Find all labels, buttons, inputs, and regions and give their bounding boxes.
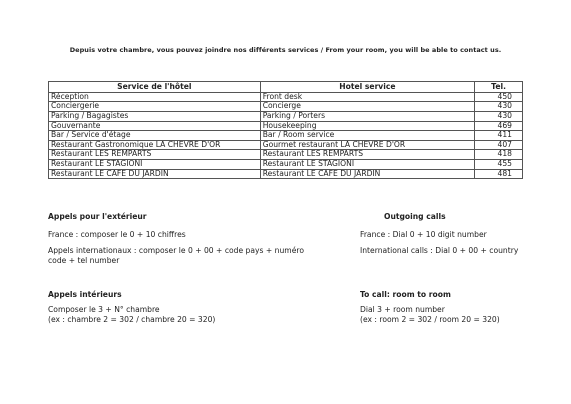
services-table <box>48 81 523 179</box>
outgoing-france-fr: France : composer le 0 + 10 chiffres <box>48 230 186 239</box>
internal-en-line2: (ex : room 2 = 302 / room 20 = 320) <box>360 315 500 324</box>
outgoing-france-en: France : Dial 0 + 10 digit number <box>360 230 487 239</box>
tel-number: 411 <box>475 131 523 141</box>
tel-number: 418 <box>475 150 523 160</box>
internal-en-line1: Dial 3 + room number <box>360 305 445 314</box>
service-fr: Restaurant Gastronomique LA CHEVRE D'OR <box>49 140 261 150</box>
outgoing-intl-fr-line2: code + tel number <box>48 256 120 265</box>
intro-text: Depuis votre chambre, vous pouvez joindre nos différents services / From your room, you will be able to contact us. <box>69 46 502 54</box>
service-fr: Restaurant LE CAFE DU JARDIN <box>49 169 261 179</box>
service-fr: Conciergerie <box>49 102 261 112</box>
tel-number: 455 <box>475 159 523 169</box>
table-row <box>49 111 523 121</box>
tel-number: 430 <box>475 111 523 121</box>
service-en: Concierge <box>260 102 474 112</box>
internal-fr-line1: Composer le 3 + N° chambre <box>48 305 160 314</box>
service-en: Parking / Porters <box>260 111 474 121</box>
service-en: Restaurant LES REMPARTS <box>260 150 474 160</box>
table-row <box>49 150 523 160</box>
header-service-en: Hotel service <box>260 82 474 93</box>
internal-title-en: To call: room to room <box>360 290 451 299</box>
tel-number: 430 <box>475 102 523 112</box>
service-fr: Restaurant LE STAGIONI <box>49 159 261 169</box>
tel-number: 407 <box>475 140 523 150</box>
outgoing-title-fr: Appels pour l'extérieur <box>48 212 147 221</box>
service-fr: Restaurant LES REMPARTS <box>49 150 261 160</box>
outgoing-intl-fr-line1: Appels internationaux : composer le 0 + 00 + code pays + numéro <box>48 246 304 255</box>
service-fr: Parking / Bagagistes <box>49 111 261 121</box>
service-en: Bar / Room service <box>260 131 474 141</box>
service-fr: Gouvernante <box>49 121 261 131</box>
table-header-row <box>49 82 523 93</box>
service-en: Housekeeping <box>260 121 474 131</box>
tel-number: 450 <box>475 92 523 102</box>
service-fr: Réception <box>49 92 261 102</box>
internal-title-fr: Appels intérieurs <box>48 290 122 299</box>
tel-number: 469 <box>475 121 523 131</box>
outgoing-intl-en: International calls : Dial 0 + 00 + country <box>360 246 519 255</box>
service-en: Front desk <box>260 92 474 102</box>
table-row <box>49 131 523 141</box>
service-en: Restaurant LE STAGIONI <box>260 159 474 169</box>
outgoing-title-en: Outgoing calls <box>384 212 446 221</box>
service-en: Restaurant LE CAFE DU JARDIN <box>260 169 474 179</box>
tel-number: 481 <box>475 169 523 179</box>
service-fr: Bar / Service d'étage <box>49 131 261 141</box>
header-service-fr: Service de l'hôtel <box>49 82 261 93</box>
header-tel: Tel. <box>475 82 523 93</box>
internal-fr-line2: (ex : chambre 2 = 302 / chambre 20 = 320) <box>48 315 216 324</box>
service-en: Gourmet restaurant LA CHEVRE D'OR <box>260 140 474 150</box>
table-row <box>49 169 523 179</box>
table-row <box>49 159 523 169</box>
